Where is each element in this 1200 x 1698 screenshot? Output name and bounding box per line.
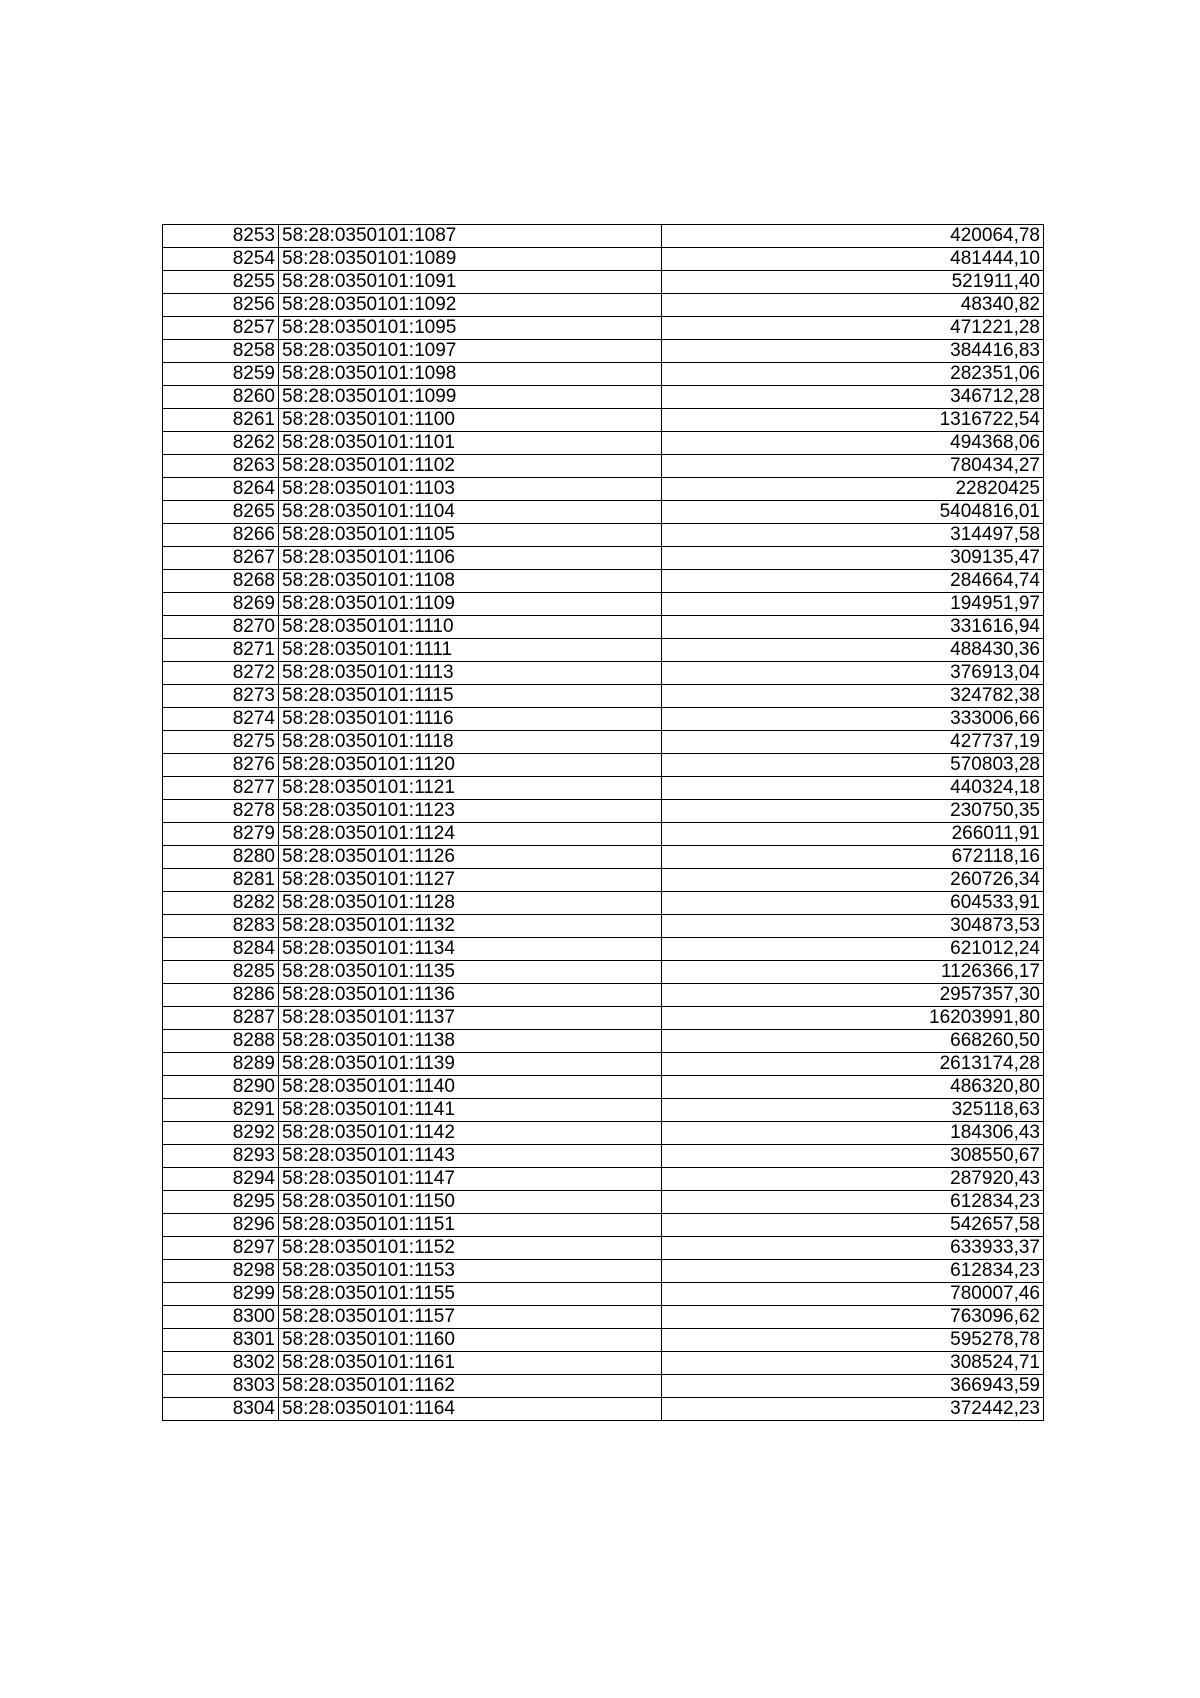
cadastral-value-cell: 570803,28 [662, 754, 1044, 777]
table-row [163, 892, 1044, 915]
row-number-cell: 8265 [163, 501, 279, 524]
cadastral-value-cell: 2613174,28 [662, 1053, 1044, 1076]
cadastral-value-cell: 324782,38 [662, 685, 1044, 708]
table-row [163, 662, 1044, 685]
cadastral-value-cell: 621012,24 [662, 938, 1044, 961]
table-row [163, 363, 1044, 386]
row-number-cell: 8276 [163, 754, 279, 777]
row-number-cell: 8292 [163, 1122, 279, 1145]
row-number-cell: 8275 [163, 731, 279, 754]
row-number-cell: 8261 [163, 409, 279, 432]
row-number-cell: 8279 [163, 823, 279, 846]
row-number-cell: 8253 [163, 225, 279, 248]
cadastral-value-cell: 376913,04 [662, 662, 1044, 685]
cadastral-number-cell: 58:28:0350101:1121 [279, 777, 662, 800]
table-row [163, 915, 1044, 938]
row-number-cell: 8278 [163, 800, 279, 823]
row-number-cell: 8262 [163, 432, 279, 455]
row-number-cell: 8260 [163, 386, 279, 409]
table-row [163, 547, 1044, 570]
table-row [163, 294, 1044, 317]
cadastral-number-cell: 58:28:0350101:1098 [279, 363, 662, 386]
table-row [163, 432, 1044, 455]
row-number-cell: 8263 [163, 455, 279, 478]
row-number-cell: 8290 [163, 1076, 279, 1099]
row-number-cell: 8266 [163, 524, 279, 547]
cadastral-value-cell: 486320,80 [662, 1076, 1044, 1099]
cadastral-value-cell: 266011,91 [662, 823, 1044, 846]
row-number-cell: 8274 [163, 708, 279, 731]
table-row [163, 1053, 1044, 1076]
cadastral-value-cell: 763096,62 [662, 1306, 1044, 1329]
cadastral-value-cell: 488430,36 [662, 639, 1044, 662]
cadastral-value-cell: 325118,63 [662, 1099, 1044, 1122]
cadastral-number-cell: 58:28:0350101:1155 [279, 1283, 662, 1306]
table-row [163, 1007, 1044, 1030]
cadastral-value-cell: 612834,23 [662, 1260, 1044, 1283]
table-row [163, 340, 1044, 363]
cadastral-number-cell: 58:28:0350101:1160 [279, 1329, 662, 1352]
row-number-cell: 8298 [163, 1260, 279, 1283]
table-row [163, 1076, 1044, 1099]
row-number-cell: 8257 [163, 317, 279, 340]
cadastral-value-cell: 287920,43 [662, 1168, 1044, 1191]
table-row [163, 1352, 1044, 1375]
cadastral-number-cell: 58:28:0350101:1138 [279, 1030, 662, 1053]
cadastral-value-cell: 282351,06 [662, 363, 1044, 386]
row-number-cell: 8289 [163, 1053, 279, 1076]
row-number-cell: 8272 [163, 662, 279, 685]
cadastral-value-cell: 260726,34 [662, 869, 1044, 892]
table-row [163, 593, 1044, 616]
cadastral-value-cell: 494368,06 [662, 432, 1044, 455]
table-row [163, 1260, 1044, 1283]
table-row [163, 478, 1044, 501]
table-row [163, 248, 1044, 271]
cadastral-number-cell: 58:28:0350101:1120 [279, 754, 662, 777]
cadastral-number-cell: 58:28:0350101:1116 [279, 708, 662, 731]
table-row [163, 685, 1044, 708]
table-row [163, 708, 1044, 731]
cadastral-number-cell: 58:28:0350101:1137 [279, 1007, 662, 1030]
row-number-cell: 8283 [163, 915, 279, 938]
table-row [163, 1375, 1044, 1398]
cadastral-number-cell: 58:28:0350101:1111 [279, 639, 662, 662]
cadastral-value-cell: 5404816,01 [662, 501, 1044, 524]
row-number-cell: 8303 [163, 1375, 279, 1398]
table-row [163, 501, 1044, 524]
cadastral-value-cell: 521911,40 [662, 271, 1044, 294]
cadastral-number-cell: 58:28:0350101:1110 [279, 616, 662, 639]
table-row [163, 961, 1044, 984]
table-row [163, 1145, 1044, 1168]
row-number-cell: 8277 [163, 777, 279, 800]
table-row [163, 1214, 1044, 1237]
cadastral-number-cell: 58:28:0350101:1140 [279, 1076, 662, 1099]
cadastral-value-cell: 780434,27 [662, 455, 1044, 478]
table-row [163, 1099, 1044, 1122]
cadastral-number-cell: 58:28:0350101:1127 [279, 869, 662, 892]
cadastral-number-cell: 58:28:0350101:1136 [279, 984, 662, 1007]
row-number-cell: 8264 [163, 478, 279, 501]
cadastral-value-cell: 22820425 [662, 478, 1044, 501]
row-number-cell: 8281 [163, 869, 279, 892]
cadastral-value-cell: 604533,91 [662, 892, 1044, 915]
row-number-cell: 8273 [163, 685, 279, 708]
cadastral-number-cell: 58:28:0350101:1103 [279, 478, 662, 501]
cadastral-number-cell: 58:28:0350101:1164 [279, 1398, 662, 1421]
cadastral-value-cell: 314497,58 [662, 524, 1044, 547]
cadastral-value-cell: 16203991,80 [662, 1007, 1044, 1030]
cadastral-value-cell: 633933,37 [662, 1237, 1044, 1260]
row-number-cell: 8300 [163, 1306, 279, 1329]
cadastral-number-cell: 58:28:0350101:1105 [279, 524, 662, 547]
row-number-cell: 8287 [163, 1007, 279, 1030]
table-row [163, 754, 1044, 777]
row-number-cell: 8255 [163, 271, 279, 294]
cadastral-number-cell: 58:28:0350101:1095 [279, 317, 662, 340]
cadastral-value-cell: 420064,78 [662, 225, 1044, 248]
cadastral-number-cell: 58:28:0350101:1108 [279, 570, 662, 593]
cadastral-value-cell: 1316722,54 [662, 409, 1044, 432]
cadastral-value-cell: 440324,18 [662, 777, 1044, 800]
table-row [163, 639, 1044, 662]
cadastral-number-cell: 58:28:0350101:1115 [279, 685, 662, 708]
table-row [163, 409, 1044, 432]
table-row [163, 1122, 1044, 1145]
row-number-cell: 8282 [163, 892, 279, 915]
table-row [163, 984, 1044, 1007]
row-number-cell: 8296 [163, 1214, 279, 1237]
table-row [163, 777, 1044, 800]
cadastral-value-cell: 366943,59 [662, 1375, 1044, 1398]
cadastral-number-cell: 58:28:0350101:1100 [279, 409, 662, 432]
cadastral-number-cell: 58:28:0350101:1099 [279, 386, 662, 409]
cadastral-number-cell: 58:28:0350101:1113 [279, 662, 662, 685]
table-row [163, 938, 1044, 961]
row-number-cell: 8297 [163, 1237, 279, 1260]
cadastral-value-cell: 194951,97 [662, 593, 1044, 616]
table-row [163, 1329, 1044, 1352]
cadastral-value-cell: 672118,16 [662, 846, 1044, 869]
cadastral-value-cell: 304873,53 [662, 915, 1044, 938]
cadastral-value-cell: 612834,23 [662, 1191, 1044, 1214]
cadastral-number-cell: 58:28:0350101:1106 [279, 547, 662, 570]
cadastral-number-cell: 58:28:0350101:1151 [279, 1214, 662, 1237]
cadastral-number-cell: 58:28:0350101:1091 [279, 271, 662, 294]
table-row [163, 846, 1044, 869]
cadastral-number-cell: 58:28:0350101:1104 [279, 501, 662, 524]
cadastral-number-cell: 58:28:0350101:1118 [279, 731, 662, 754]
table-row [163, 271, 1044, 294]
row-number-cell: 8294 [163, 1168, 279, 1191]
table-row [163, 1168, 1044, 1191]
row-number-cell: 8291 [163, 1099, 279, 1122]
cadastral-number-cell: 58:28:0350101:1109 [279, 593, 662, 616]
row-number-cell: 8293 [163, 1145, 279, 1168]
cadastral-value-cell: 333006,66 [662, 708, 1044, 731]
table-row [163, 800, 1044, 823]
cadastral-value-cell: 230750,35 [662, 800, 1044, 823]
table-row [163, 1030, 1044, 1053]
cadastral-number-cell: 58:28:0350101:1153 [279, 1260, 662, 1283]
cadastral-value-cell: 668260,50 [662, 1030, 1044, 1053]
table-row [163, 1398, 1044, 1421]
cadastral-number-cell: 58:28:0350101:1126 [279, 846, 662, 869]
table-row [163, 616, 1044, 639]
cadastral-number-cell: 58:28:0350101:1087 [279, 225, 662, 248]
table-row [163, 317, 1044, 340]
row-number-cell: 8256 [163, 294, 279, 317]
table-row [163, 455, 1044, 478]
cadastral-number-cell: 58:28:0350101:1128 [279, 892, 662, 915]
row-number-cell: 8270 [163, 616, 279, 639]
table-row [163, 1283, 1044, 1306]
cadastral-value-cell: 331616,94 [662, 616, 1044, 639]
cadastral-number-cell: 58:28:0350101:1162 [279, 1375, 662, 1398]
cadastral-number-cell: 58:28:0350101:1097 [279, 340, 662, 363]
cadastral-number-cell: 58:28:0350101:1135 [279, 961, 662, 984]
row-number-cell: 8304 [163, 1398, 279, 1421]
table-row [163, 225, 1044, 248]
cadastral-number-cell: 58:28:0350101:1142 [279, 1122, 662, 1145]
table-row [163, 1237, 1044, 1260]
cadastral-value-cell: 780007,46 [662, 1283, 1044, 1306]
cadastral-value-cell: 308524,71 [662, 1352, 1044, 1375]
table-body [163, 225, 1044, 1421]
cadastral-number-cell: 58:28:0350101:1143 [279, 1145, 662, 1168]
row-number-cell: 8280 [163, 846, 279, 869]
row-number-cell: 8267 [163, 547, 279, 570]
row-number-cell: 8288 [163, 1030, 279, 1053]
cadastral-value-cell: 471221,28 [662, 317, 1044, 340]
cadastral-value-cell: 1126366,17 [662, 961, 1044, 984]
cadastral-number-cell: 58:28:0350101:1089 [279, 248, 662, 271]
row-number-cell: 8269 [163, 593, 279, 616]
table-row [163, 570, 1044, 593]
cadastral-value-cell: 309135,47 [662, 547, 1044, 570]
row-number-cell: 8258 [163, 340, 279, 363]
cadastral-number-cell: 58:28:0350101:1150 [279, 1191, 662, 1214]
cadastral-value-cell: 481444,10 [662, 248, 1044, 271]
cadastral-number-cell: 58:28:0350101:1152 [279, 1237, 662, 1260]
cadastral-value-cell: 284664,74 [662, 570, 1044, 593]
table-row [163, 731, 1044, 754]
row-number-cell: 8295 [163, 1191, 279, 1214]
row-number-cell: 8271 [163, 639, 279, 662]
cadastral-number-cell: 58:28:0350101:1161 [279, 1352, 662, 1375]
cadastral-value-cell: 308550,67 [662, 1145, 1044, 1168]
row-number-cell: 8285 [163, 961, 279, 984]
cadastral-number-cell: 58:28:0350101:1123 [279, 800, 662, 823]
cadastral-value-cell: 2957357,30 [662, 984, 1044, 1007]
cadastral-number-cell: 58:28:0350101:1157 [279, 1306, 662, 1329]
row-number-cell: 8254 [163, 248, 279, 271]
cadastral-value-cell: 48340,82 [662, 294, 1044, 317]
cadastral-value-cell: 346712,28 [662, 386, 1044, 409]
cadastral-number-cell: 58:28:0350101:1092 [279, 294, 662, 317]
table-row [163, 1191, 1044, 1214]
table-row [163, 1306, 1044, 1329]
cadastral-number-cell: 58:28:0350101:1101 [279, 432, 662, 455]
table-row [163, 524, 1044, 547]
cadastral-value-cell: 384416,83 [662, 340, 1044, 363]
cadastral-value-cell: 542657,58 [662, 1214, 1044, 1237]
table-row [163, 386, 1044, 409]
row-number-cell: 8259 [163, 363, 279, 386]
row-number-cell: 8301 [163, 1329, 279, 1352]
cadastral-number-cell: 58:28:0350101:1132 [279, 915, 662, 938]
row-number-cell: 8286 [163, 984, 279, 1007]
cadastral-number-cell: 58:28:0350101:1139 [279, 1053, 662, 1076]
cadastral-number-cell: 58:28:0350101:1102 [279, 455, 662, 478]
cadastral-value-cell: 595278,78 [662, 1329, 1044, 1352]
cadastral-number-cell: 58:28:0350101:1147 [279, 1168, 662, 1191]
cadastral-value-cell: 372442,23 [662, 1398, 1044, 1421]
cadastral-number-cell: 58:28:0350101:1141 [279, 1099, 662, 1122]
table-row [163, 869, 1044, 892]
cadastral-value-table [162, 224, 1044, 1421]
cadastral-number-cell: 58:28:0350101:1124 [279, 823, 662, 846]
row-number-cell: 8268 [163, 570, 279, 593]
row-number-cell: 8299 [163, 1283, 279, 1306]
row-number-cell: 8302 [163, 1352, 279, 1375]
cadastral-value-cell: 427737,19 [662, 731, 1044, 754]
table-row [163, 823, 1044, 846]
row-number-cell: 8284 [163, 938, 279, 961]
cadastral-value-cell: 184306,43 [662, 1122, 1044, 1145]
cadastral-number-cell: 58:28:0350101:1134 [279, 938, 662, 961]
